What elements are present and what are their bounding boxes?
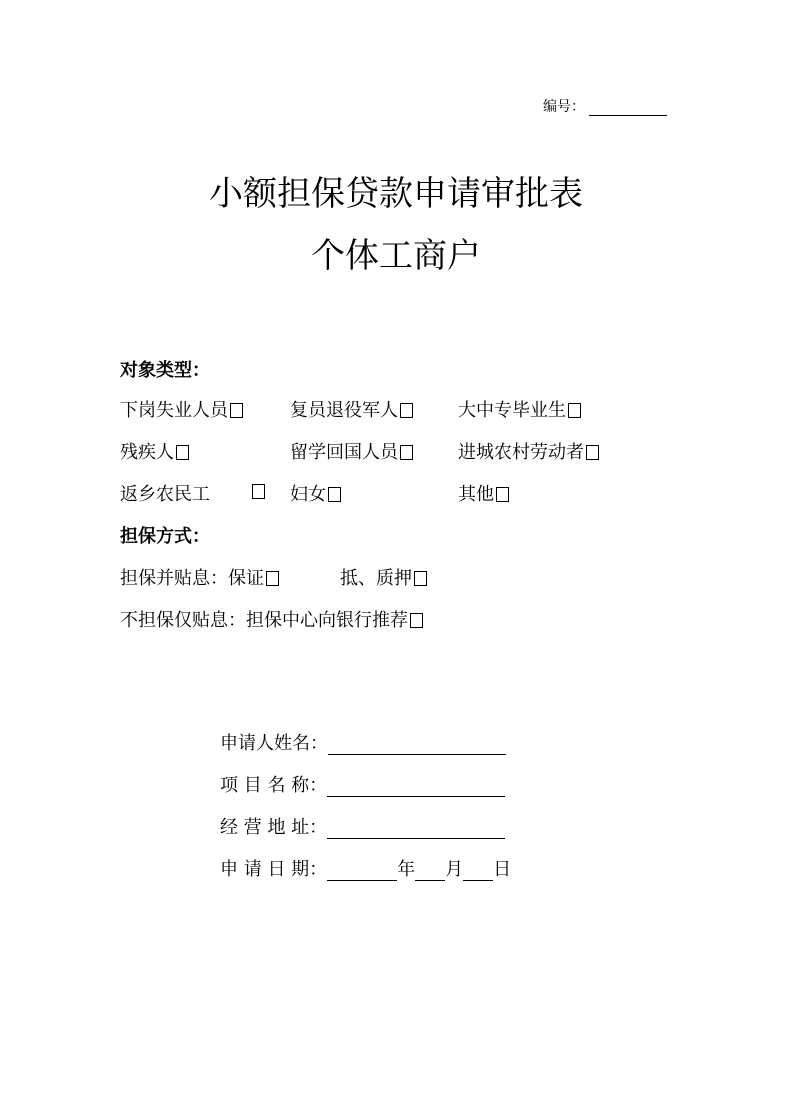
year-label: 年 xyxy=(397,859,416,880)
day-label: 日 xyxy=(493,859,512,880)
project-name-field[interactable] xyxy=(327,778,505,797)
business-address-row xyxy=(220,813,505,839)
checkbox[interactable] xyxy=(586,445,599,460)
option-returning-migrant xyxy=(120,480,210,506)
checkbox[interactable] xyxy=(400,403,413,418)
option-label: 妇女 xyxy=(290,484,326,505)
checkbox[interactable] xyxy=(496,487,509,502)
option-label: 返乡农民工 xyxy=(120,484,210,505)
checkbox[interactable] xyxy=(414,571,427,586)
option-disabled xyxy=(120,438,189,464)
option-label: 其他 xyxy=(458,484,494,505)
year-field[interactable] xyxy=(327,862,397,881)
day-field[interactable] xyxy=(463,862,493,881)
checkbox[interactable] xyxy=(400,445,413,460)
option-pledge xyxy=(340,564,427,590)
checkbox[interactable] xyxy=(568,403,581,418)
checkbox[interactable] xyxy=(328,487,341,502)
application-date-row xyxy=(220,855,511,881)
application-date-label: 申 请 日 期： xyxy=(220,859,328,880)
checkbox[interactable] xyxy=(410,613,423,628)
applicant-name-field[interactable] xyxy=(328,736,506,755)
project-name-row xyxy=(220,771,505,797)
option-label: 留学回国人员 xyxy=(290,442,398,463)
checkbox[interactable] xyxy=(176,445,189,460)
option-label: 大中专毕业生 xyxy=(458,400,566,421)
serial-number-field[interactable] xyxy=(589,102,667,116)
applicant-name-label: 申请人姓名： xyxy=(220,733,328,754)
project-name-label: 项 目 名 称： xyxy=(220,775,328,796)
applicant-name-row xyxy=(220,729,506,755)
option-women xyxy=(290,480,341,506)
option-label: 复员退役军人 xyxy=(290,400,398,421)
option-label: 残疾人 xyxy=(120,442,174,463)
option-returned-overseas xyxy=(290,438,413,464)
form-subtitle: 个体工商户 xyxy=(311,236,481,276)
month-field[interactable] xyxy=(415,862,445,881)
checkbox[interactable] xyxy=(230,403,243,418)
guarantee-with-subsidy-label: 担保并贴息： xyxy=(120,568,228,589)
option-label: 保证 xyxy=(228,568,264,589)
option-label: 下岗失业人员 xyxy=(120,400,228,421)
form-title: 小额担保贷款申请审批表 xyxy=(209,174,583,214)
business-address-label: 经 营 地 址： xyxy=(220,817,328,838)
subsidy-only-row xyxy=(120,606,423,632)
option-veteran xyxy=(290,396,413,422)
option-rural-worker xyxy=(458,438,599,464)
subsidy-only-label: 不担保仅贴息：担保中心向银行推荐 xyxy=(120,610,408,631)
checkbox[interactable] xyxy=(252,484,265,499)
option-label: 进城农村劳动者 xyxy=(458,442,584,463)
option-laid-off xyxy=(120,396,243,422)
checkbox[interactable] xyxy=(266,571,279,586)
guarantee-with-subsidy-row xyxy=(120,564,279,590)
option-label: 抵、质押 xyxy=(340,568,412,589)
target-type-heading: 对象类型： xyxy=(120,360,210,381)
guarantee-heading: 担保方式： xyxy=(120,526,210,547)
business-address-field[interactable] xyxy=(327,820,505,839)
month-label: 月 xyxy=(445,859,464,880)
option-graduate xyxy=(458,396,581,422)
serial-number-label: 编号： xyxy=(543,99,585,115)
option-other xyxy=(458,480,509,506)
serial-number xyxy=(543,96,667,116)
